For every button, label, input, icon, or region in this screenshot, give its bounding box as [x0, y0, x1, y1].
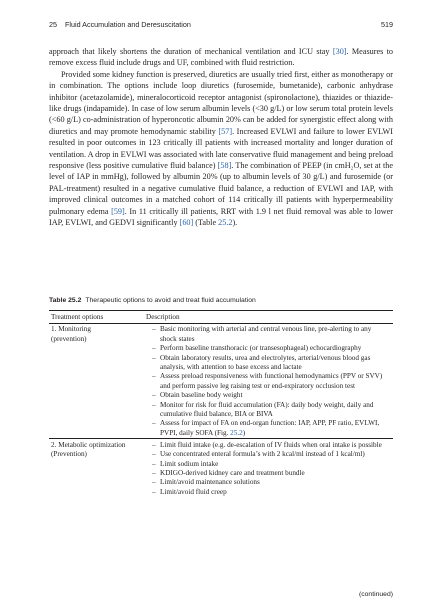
description-item: [152, 372, 393, 391]
citation-link[interactable]: [57]: [218, 126, 233, 136]
paragraph-text: ).: [232, 218, 238, 228]
description-item-text: Limit sodium intake: [160, 459, 219, 468]
dash-bullet: –: [152, 487, 156, 496]
paragraph-text: . Measures to remove excess fluid include drugs and UF, combined with fluid restriction.: [49, 47, 393, 68]
description-item-text: Assess preload responsiveness with functional hemodynamics (PPV or SVV) and perform passive leg raising test or end-expiratory occlusion test: [160, 372, 383, 390]
paragraph-text: approach that likely shortens the duration of mechanical ventilation and ICU stay: [49, 47, 333, 56]
citation-link[interactable]: [58]: [217, 161, 232, 171]
description-item: [152, 419, 393, 438]
description-item: [152, 450, 393, 459]
treatment-option-line: (prevention): [51, 334, 87, 343]
description-item-text: Use concentrated enteral formula’s with 2 kcal/ml instead of 1 kcal/ml): [160, 450, 365, 459]
citation-link[interactable]: 25.2: [218, 218, 233, 228]
citation-link[interactable]: [30]: [332, 47, 347, 56]
dash-bullet: –: [152, 419, 156, 428]
description-item-text: Assess for impact of FA on end-organ function: IAP, APP, PF ratio, EVLWI, PVPI, daily SOFA (Fig. 25.2): [160, 419, 380, 437]
description-item: [152, 344, 393, 353]
treatment-option-cell: [49, 325, 140, 438]
table-caption-text: Therapeutic options to avoid and treat fluid accumulation: [85, 297, 256, 304]
dash-bullet: –: [152, 478, 156, 487]
description-item: [152, 354, 393, 373]
description-cell: [140, 441, 393, 497]
chapter-title: Fluid Accumulation and Deresuscitation: [65, 20, 191, 29]
table-body: [49, 324, 393, 497]
description-cell: [140, 325, 393, 438]
dash-bullet: –: [152, 469, 156, 477]
description-item-text: Limit fluid intake (e.g. de-escalation of IV fluids when oral intake is possible: [160, 440, 382, 449]
paragraph: [49, 46, 393, 69]
therapeutic-options-table: [49, 310, 393, 497]
dash-bullet: –: [152, 459, 156, 468]
description-item: [152, 391, 393, 400]
description-item-text: Perform baseline transthoracic (or transesophageal) echocardiography: [160, 344, 362, 353]
paragraph-text: Provided some kidney function is preserved, diuretics are usually tried first, either as monotherapy or in combination. The options include loop diuretics (furosemide, bumetanide), carbonic anhydrase inhibitor (acetazolamide), mineralocorticoid receptor antagonist (spironolactone), thiazides or thiazide-like drugs (indapamide). In case of low serum albumin levels (<30 g/L) or low serum total protein levels (<60 g/L) co-administration of hyperoncotic albumin 20% can be added for synergistic effect along with diuretics and may promote hemodynamic stability: [49, 69, 393, 136]
description-item: [152, 325, 393, 344]
figure-link[interactable]: 25.2: [230, 428, 243, 437]
description-item-text: Basic monitoring with arterial and central venous line, pre-alerting to any shock states: [160, 325, 372, 343]
description-item-text: KDIGO-derived kidney care and treatment bundle: [160, 469, 305, 477]
dash-bullet: –: [152, 450, 156, 459]
chapter-number: 25: [49, 20, 57, 29]
book-page: [49, 0, 393, 613]
continued-note: (continued): [358, 591, 393, 598]
table-row: [49, 438, 393, 497]
page-number: 519: [381, 20, 393, 29]
citation-link[interactable]: [59]: [111, 206, 125, 216]
table-header-row: [49, 311, 393, 324]
body-text: [49, 46, 393, 229]
dash-bullet: –: [152, 344, 156, 353]
table-header-description: Description: [146, 312, 180, 321]
description-item: [152, 478, 393, 487]
description-item: [152, 441, 393, 450]
dash-bullet: –: [152, 440, 156, 449]
paragraph-text: . Increased EVLWI and failure to lower EVLWI resulted in poor outcomes in 123 critically ill patients with increased mortality and longer duration of ventilation. A drop in EVLWI was associated with late conservative fluid management and being preload responsive (less positive cumulative fluid balance): [49, 126, 393, 171]
description-item-text: Limit/avoid fluid creep: [160, 487, 227, 496]
description-item-text: Limit/avoid maintenance solutions: [160, 478, 260, 487]
running-head: [49, 20, 393, 29]
dash-bullet: –: [152, 372, 156, 381]
citation-link[interactable]: [60]: [179, 218, 194, 228]
table-caption: [49, 297, 393, 304]
dash-bullet: –: [152, 353, 156, 362]
description-item: [152, 401, 393, 420]
description-item: [152, 460, 393, 469]
treatment-option-line: 1. Monitoring: [51, 325, 91, 334]
table-row: [49, 324, 393, 438]
chapter-heading: [49, 20, 191, 29]
paragraph-text: (Table: [193, 218, 219, 228]
description-item-text: Obtain baseline body weight: [160, 391, 243, 400]
description-item: [152, 469, 393, 478]
description-item-text: Monitor for risk for fluid accumulation (FA): daily body weight, daily and cumulative fluid balance, BIA or BIVA: [160, 400, 374, 419]
dash-bullet: –: [152, 400, 156, 409]
table-label: Table 25.2: [49, 297, 82, 304]
table-header-treatment-options: Treatment options: [51, 312, 104, 321]
dash-bullet: –: [152, 391, 156, 400]
paragraph-text: . In 11 critically ill patients, RRT with 1.9 l net fluid removal was able to lower IAP, EVLWI, and GEDVI significantly: [49, 206, 393, 228]
paragraph: [49, 69, 393, 229]
paragraph-text: . The combination of PEEP (in cmH₂O, set at the level of IAP in mmHg), followed by albumin 20% (up to albumin levels of 30 g/L) and furosemide (or PAL-treatment) resulted in a negative cumulative fluid balance, a reduction of EVLWI and IAP, with improved clinical outcomes in a matched cohort of 114 critically ill patients with hyperpermeability pulmonary edema: [49, 161, 394, 216]
description-item: [152, 488, 393, 497]
treatment-option-line: 2. Metabolic optimization: [51, 440, 126, 449]
treatment-option-cell: [49, 441, 140, 497]
description-item-text: Obtain laboratory results, urea and electrolytes, arterial/venous blood gas analysis, with attention to base excess and lactate: [160, 353, 371, 372]
treatment-option-line: (Prevention): [51, 450, 87, 459]
dash-bullet: –: [152, 325, 156, 334]
